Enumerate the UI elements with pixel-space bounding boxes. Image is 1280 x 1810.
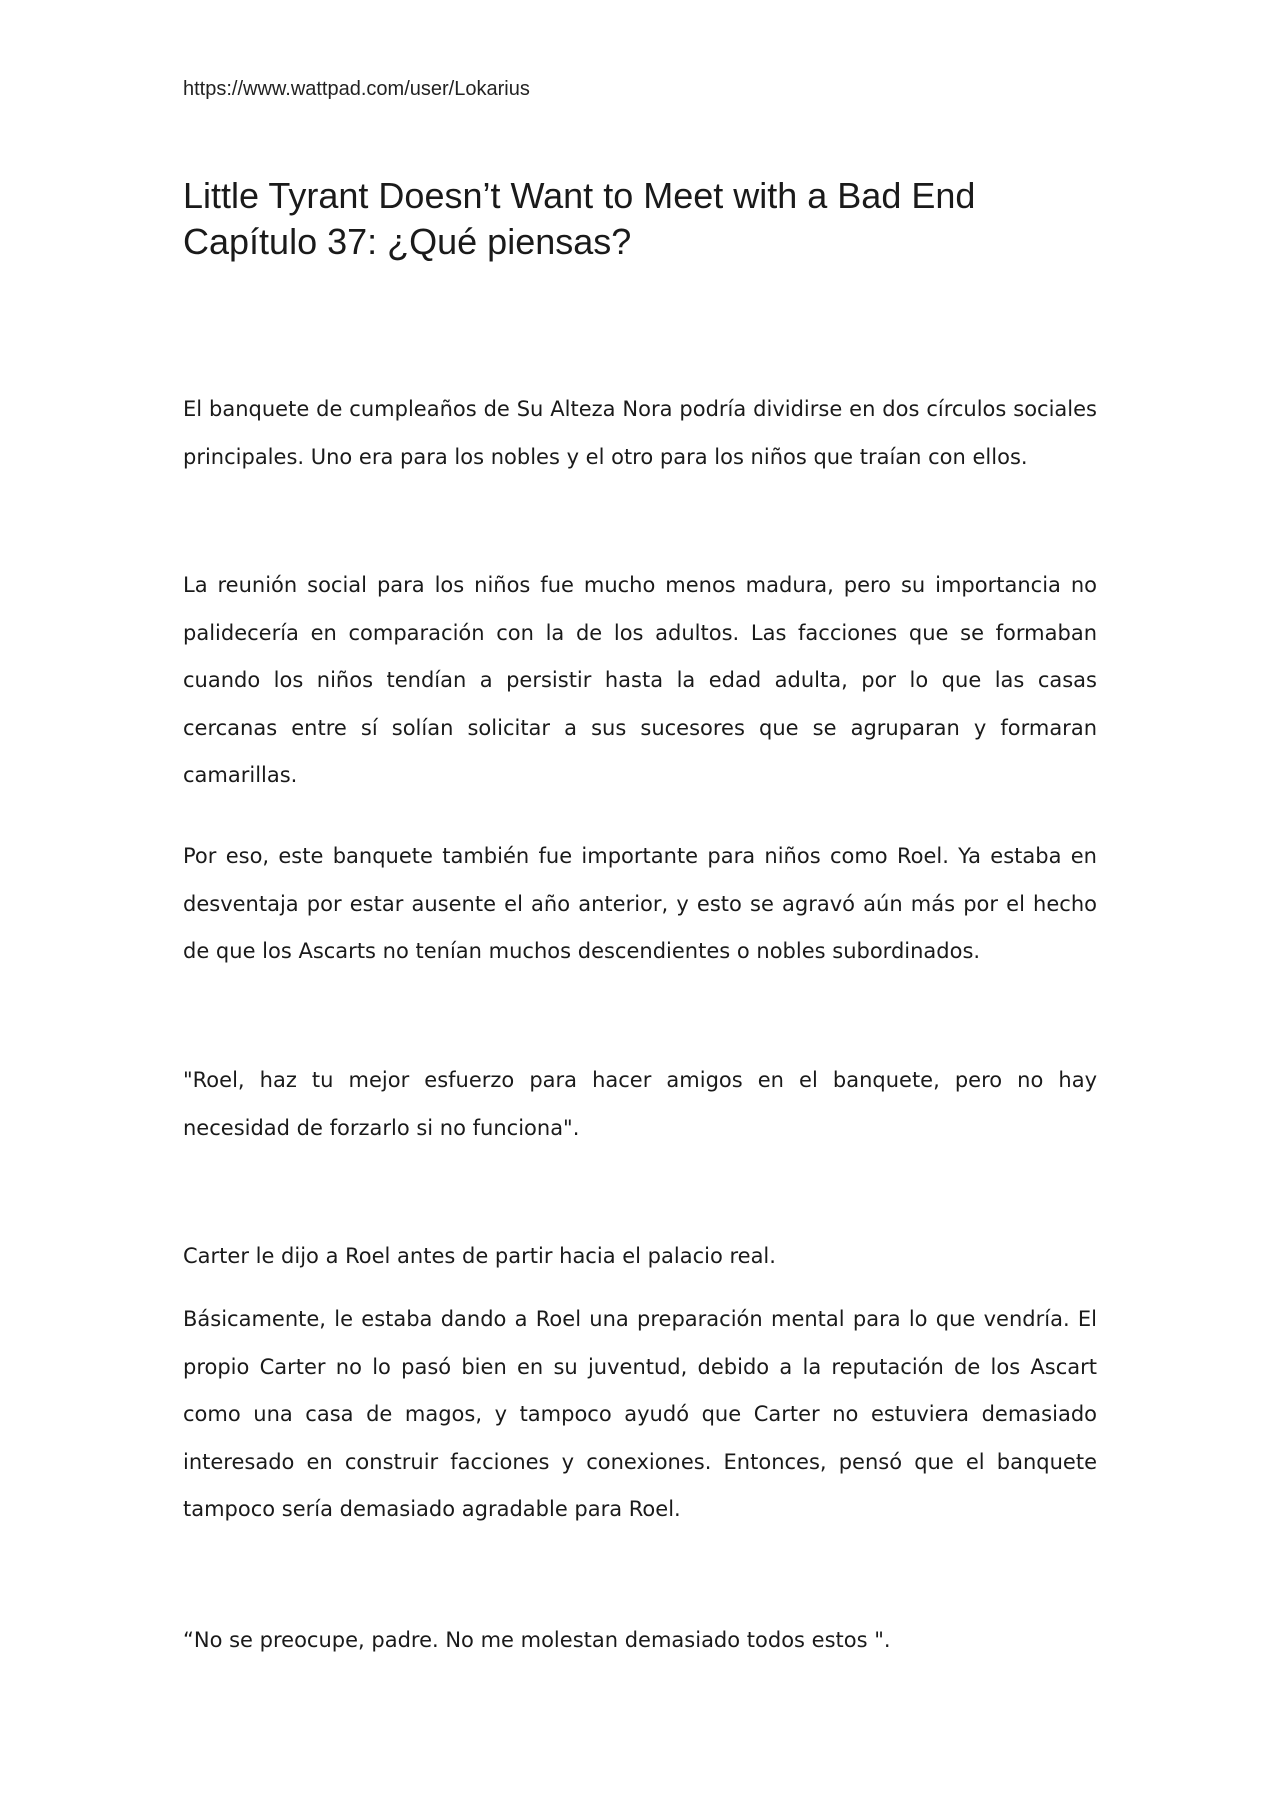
paragraph: Básicamente, le estaba dando a Roel una preparación mental para lo que vendría. El propio Carter no lo pasó bien en su juventud, debido a la reputación de los Ascart como una casa de magos, y tampoco ayudó que Carter no estuviera demasiado interesado en construir facciones y conexiones. Entonces, pensó que el banquete tampoco sería demasiado agradable para Roel. [183,1307,1097,1521]
chapter-title: Little Tyrant Doesn’t Want to Meet with a Bad End Capítulo 37: ¿Qué piensas? [183,175,976,262]
paragraph: El banquete de cumpleaños de Su Alteza Nora podría dividirse en dos círculos sociales principales. Uno era para los nobles y el otro para los niños que traían con ellos. [183,397,1097,469]
paragraph: “No se preocupe, padre. No me molestan demasiado todos estos ". [183,1628,891,1652]
paragraph: La reunión social para los niños fue mucho menos madura, pero su importancia no palidecería en comparación con la de los adultos. Las facciones que se formaban cuando los niños tendían a persistir hasta la edad adulta, por lo que las casas cercanas entre sí solían solicitar a sus sucesores que se agruparan y formaran camarillas. [183,573,1097,787]
source-url: https://www.wattpad.com/user/Lokarius [183,78,530,100]
paragraph: Carter le dijo a Roel antes de partir hacia el palacio real. [183,1244,776,1268]
paragraph: Por eso, este banquete también fue importante para niños como Roel. Ya estaba en desventaja por estar ausente el año anterior, y esto se agravó aún más por el hecho de que los Ascarts no tenían muchos descendientes o nobles subordinados. [183,844,1097,963]
paragraph: "Roel, haz tu mejor esfuerzo para hacer amigos en el banquete, pero no hay necesidad de forzarlo si no funciona". [183,1068,1097,1140]
